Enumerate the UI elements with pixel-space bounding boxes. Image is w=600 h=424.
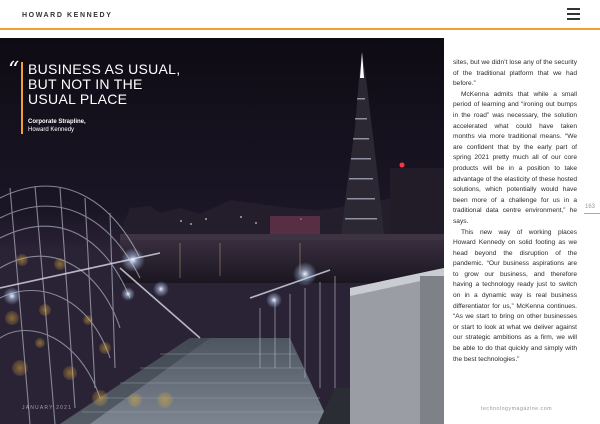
- article-paragraph: sites, but we didn’t lose any of the security of the traditional platform that we had before.”: [453, 59, 577, 88]
- site-url[interactable]: technologymagazine.com: [481, 406, 553, 412]
- article-paragraph: McKenna admits that while a small period of learning and “ironing out bumps in the road” was necessary, the solution accelerated what could have taken months via more traditional means. “We are confident that by the early part of spring 2021 pretty much all of our core products will be in a position to take advantage of the elasticity of these hosted solutions, which potentially would have been more of a challenge for us in a traditional data centre environment,” he says.: [453, 90, 577, 225]
- issue-date: JANUARY 2021: [22, 405, 73, 411]
- page-number: 163: [585, 204, 596, 210]
- quote-mark-icon: “: [8, 58, 20, 83]
- hamburger-menu-icon[interactable]: [567, 8, 580, 20]
- pull-quote-line: USUAL PLACE: [28, 91, 128, 107]
- page-number-rule: [584, 213, 600, 214]
- article-body: [453, 58, 577, 365]
- pull-quote: [28, 62, 228, 107]
- pull-quote-line: BUSINESS AS USUAL,: [28, 61, 181, 77]
- article-paragraph: This new way of working places Howard Kennedy on solid footing as we head beyond the disruption of the pandemic. “Our business aspirations are to grow our business, and therefore having a technology ready just to switch on in a dynamic way is real business differentiator for us,” McKenna continues. “As we start to bring on other businesses or start to look at what we deliver against our strategic ambitions as a firm, we will be able to do that quickly and simply with the best technologies.”: [453, 228, 577, 363]
- attribution-company: Howard Kennedy: [28, 127, 75, 133]
- pull-quote-line: BUT NOT IN THE: [28, 76, 143, 92]
- pull-quote-accent-bar: [21, 62, 23, 134]
- top-bar: [0, 0, 600, 30]
- pull-quote-attribution: [28, 118, 86, 134]
- attribution-name: Corporate Strapline,: [28, 119, 86, 125]
- brand-name: HOWARD KENNEDY: [22, 12, 113, 19]
